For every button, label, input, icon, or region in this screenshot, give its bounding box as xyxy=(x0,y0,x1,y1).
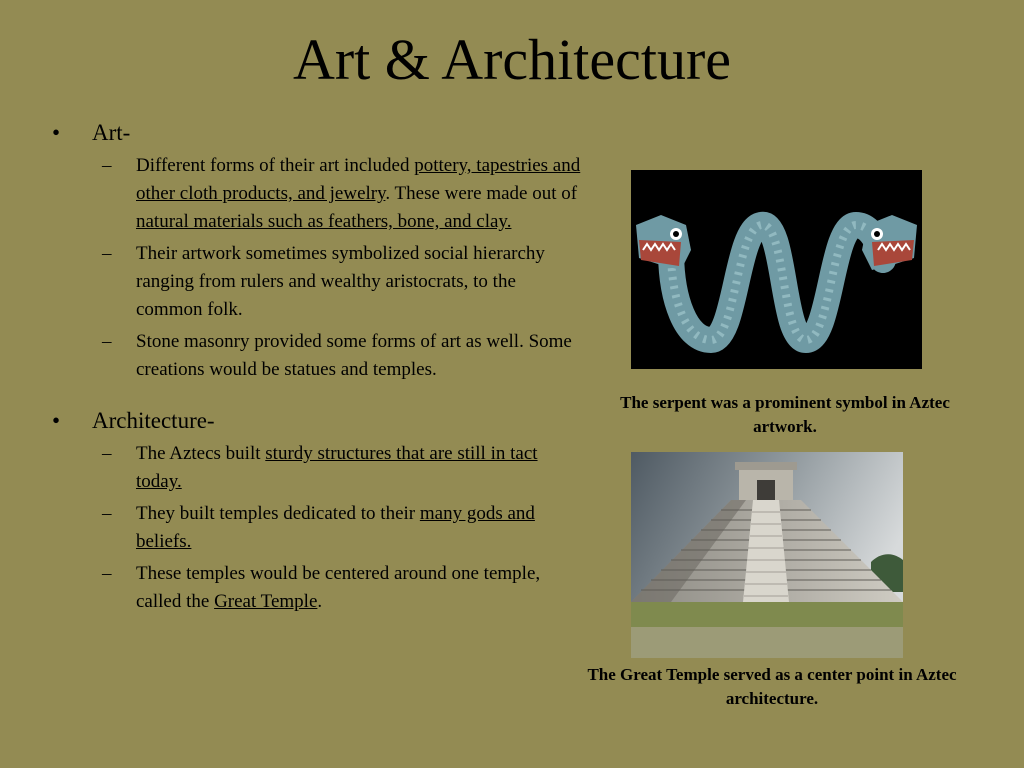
dash-marker: – xyxy=(102,443,112,464)
underlined-text: pottery, tapestries and other cloth products, and jewelry xyxy=(136,155,581,204)
bullet-content xyxy=(52,118,587,616)
underlined-text: natural materials such as feathers, bone, and clay. xyxy=(136,211,512,232)
dash-marker: – xyxy=(102,331,112,352)
sub-bullet-item xyxy=(52,500,587,556)
sub-bullet-item xyxy=(52,240,587,324)
dash-marker: – xyxy=(102,243,112,264)
item-text: The Aztecs built xyxy=(136,443,266,464)
pyramid-caption: The Great Temple served as a center point in Aztec architecture. xyxy=(587,665,957,708)
bullet-marker: • xyxy=(52,120,61,145)
double-headed-serpent-image xyxy=(631,170,922,369)
slide-title: Art & Architecture xyxy=(292,27,732,92)
underlined-text: Great Temple xyxy=(214,591,318,612)
dash-marker: – xyxy=(102,563,112,584)
sub-bullet-item xyxy=(52,152,587,236)
dash-marker: – xyxy=(102,503,112,524)
great-temple-pyramid-image xyxy=(631,452,903,658)
item-text: These temples would be centered around one temple, called the xyxy=(136,563,541,612)
sub-bullet-item xyxy=(52,440,587,496)
item-text: Different forms of their art included xyxy=(136,155,415,176)
section-heading xyxy=(52,406,587,436)
sub-bullet-item xyxy=(52,560,587,616)
underlined-text: many gods and beliefs. xyxy=(136,503,535,552)
item-text: They built temples dedicated to their xyxy=(136,503,420,524)
bullet-marker: • xyxy=(52,408,61,433)
section-heading xyxy=(52,118,587,148)
underlined-text: sturdy structures that are still in tact today. xyxy=(136,443,538,492)
item-text: Stone masonry provided some forms of art as well. Some creations would be statues and temples. xyxy=(136,331,572,380)
item-text: Their artwork sometimes symbolized social hierarchy ranging from rulers and wealthy aristocrats, to the common folk. xyxy=(136,243,545,320)
item-text: . These were made out of xyxy=(385,183,578,204)
dash-marker: – xyxy=(102,155,112,176)
section-spacer xyxy=(52,384,587,406)
section-heading-text: Architecture- xyxy=(92,408,215,433)
sub-bullet-item xyxy=(52,328,587,384)
item-text: . xyxy=(317,591,323,612)
section-heading-text: Art- xyxy=(92,120,131,145)
serpent-caption: The serpent was a prominent symbol in Aztec artwork. xyxy=(620,393,950,436)
